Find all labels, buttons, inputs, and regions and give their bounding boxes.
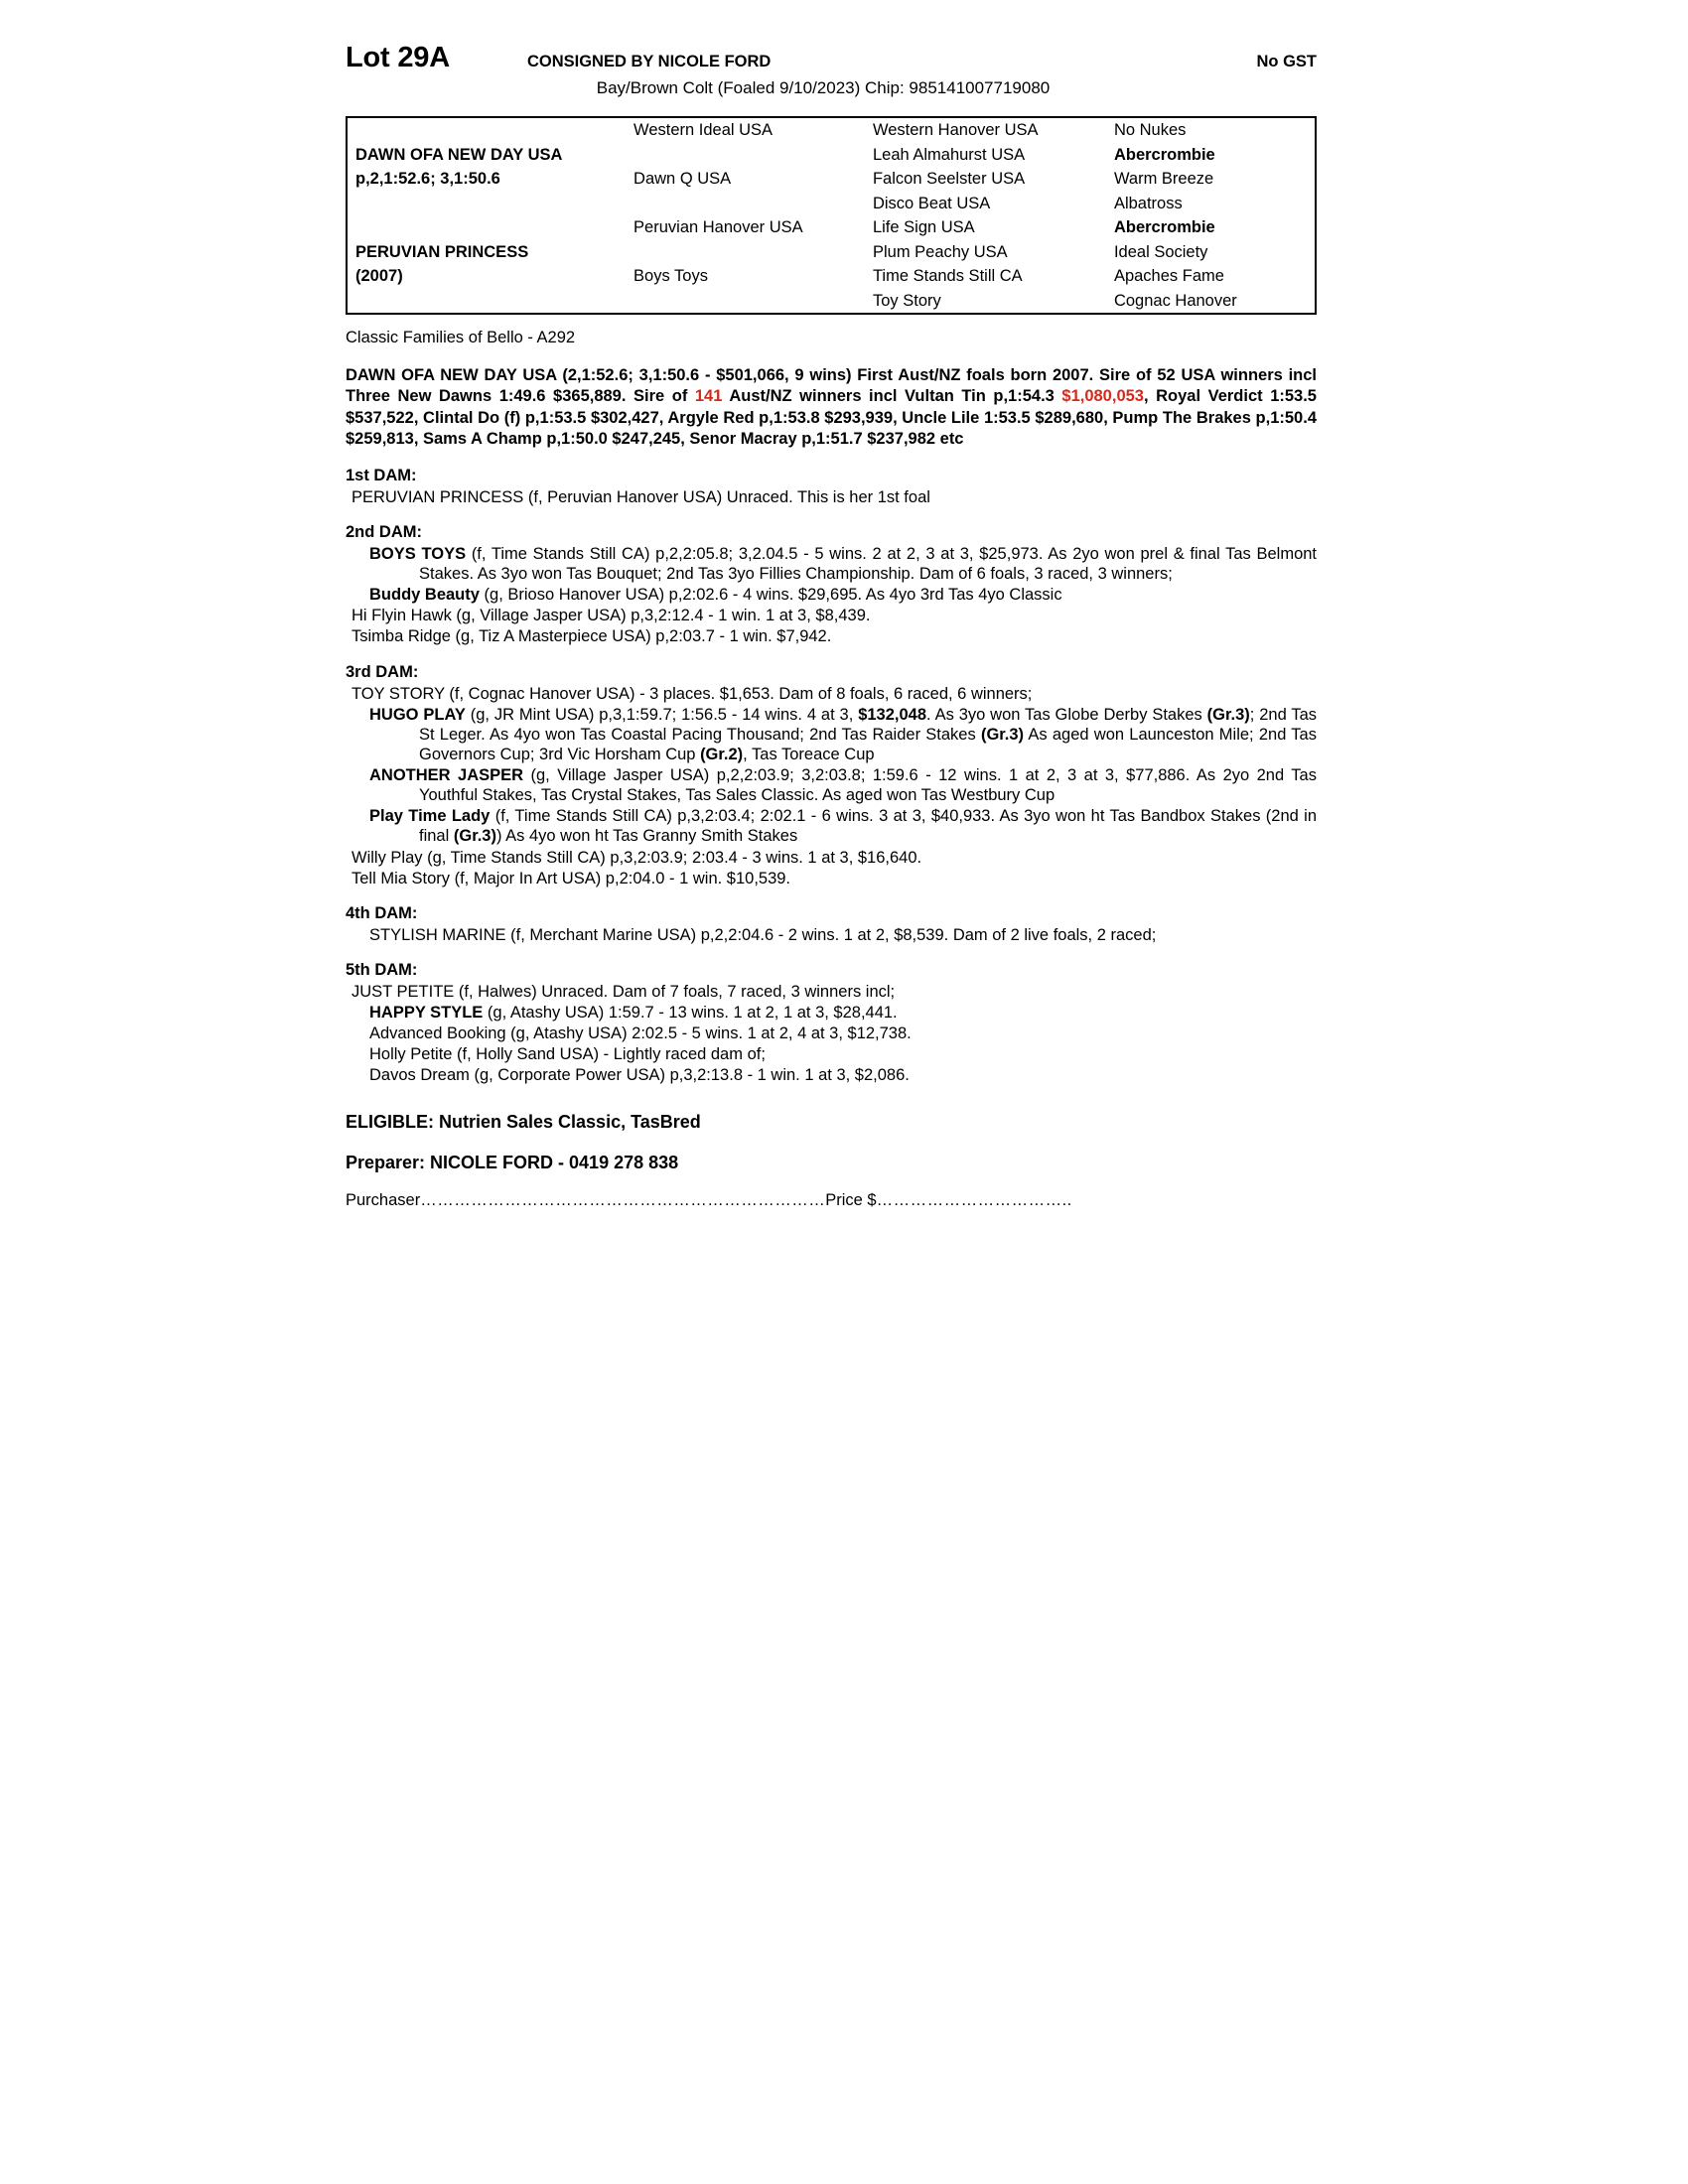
entry-details: Tell Mia Story (f, Major In Art USA) p,2:04.0 - 1 win. $10,539. bbox=[352, 869, 791, 887]
pedigree-cell-gen3: Time Stands Still CA bbox=[872, 267, 1023, 285]
eligible-line: ELIGIBLE: Nutrien Sales Classic, TasBred bbox=[346, 1111, 701, 1132]
dam-heading: 2nd DAM: bbox=[346, 522, 422, 541]
entry-details: STYLISH MARINE (f, Merchant Marine USA) p,2,2:04.6 - 2 wins. 1 at 2, $8,539. Dam of 2 live foals, 2 raced; bbox=[369, 925, 1157, 944]
pedigree-cell-gen1: p,2,1:52.6; 3,1:50.6 bbox=[355, 170, 500, 188]
pedigree-entry bbox=[346, 806, 1317, 846]
pedigree-cell-gen1 bbox=[348, 192, 626, 216]
pedigree-cell-gen4: Apaches Fame bbox=[1113, 267, 1224, 285]
pedigree-cell-gen2 bbox=[626, 192, 865, 216]
dam-sections bbox=[346, 467, 1317, 1086]
lot-number: Lot 29A bbox=[346, 42, 450, 73]
entry-name: BOYS TOYS bbox=[369, 544, 467, 563]
pedigree-entry bbox=[346, 626, 1317, 646]
pedigree-cell-gen1: DAWN OFA NEW DAY USA bbox=[355, 145, 563, 164]
pedigree-entry bbox=[346, 487, 1317, 507]
pedigree-cell-gen4: Abercrombie bbox=[1113, 145, 1215, 164]
pedigree-row bbox=[348, 264, 1315, 289]
pedigree-table bbox=[348, 118, 1315, 313]
pedigree-entry bbox=[346, 925, 1317, 945]
family-line: Classic Families of Bello - A292 bbox=[346, 329, 576, 346]
entry-details: Davos Dream (g, Corporate Power USA) p,3,2:13.8 - 1 win. 1 at 3, $2,086. bbox=[369, 1066, 910, 1085]
pedigree-cell-gen4: No Nukes bbox=[1113, 121, 1187, 139]
pedigree-entry bbox=[346, 1065, 1317, 1085]
pedigree-cell-gen2 bbox=[626, 240, 865, 265]
pedigree-row bbox=[348, 289, 1315, 314]
pedigree-cell-gen3: Leah Almahurst USA bbox=[872, 145, 1026, 164]
pedigree-entry bbox=[346, 684, 1317, 704]
pedigree-cell-gen4: Ideal Society bbox=[1113, 242, 1208, 261]
pedigree-cell-gen3: Toy Story bbox=[872, 291, 941, 310]
pedigree-table-wrapper bbox=[346, 116, 1317, 315]
entry-details: JUST PETITE (f, Halwes) Unraced. Dam of 7 foals, 7 raced, 3 winners incl; bbox=[352, 982, 896, 1001]
pedigree-row bbox=[348, 240, 1315, 265]
pedigree-cell-gen4: Abercrombie bbox=[1113, 218, 1215, 236]
pedigree-cell-gen2: Dawn Q USA bbox=[633, 170, 732, 188]
pedigree-cell-gen1: PERUVIAN PRINCESS bbox=[355, 242, 529, 261]
entry-name: Buddy Beauty bbox=[369, 586, 480, 605]
preparer-line: Preparer: NICOLE FORD - 0419 278 838 bbox=[346, 1152, 679, 1172]
pedigree-entry bbox=[346, 869, 1317, 888]
sire-text-part3: , Royal Verdict 1:53.5 $537,522, Clintal Do (f) p,1:53.5 $302,427, Argyle Red p,1:53.8 $293,939, Uncle Lile 1:53.5 $289,680, Pump The Brakes p,1:50.4 $259,813, Sams A Champ p,1:50.0 $247,245, Senor Macray p,1:51.7 $237,982 etc bbox=[346, 387, 1317, 449]
animal-description: Bay/Brown Colt (Foaled 9/10/2023) Chip: 985141007719080 bbox=[596, 78, 1051, 97]
dam-heading: 5th DAM: bbox=[346, 960, 418, 979]
sire-performance-block bbox=[346, 365, 1317, 451]
pedigree-cell-gen2: Peruvian Hanover USA bbox=[633, 218, 803, 236]
pedigree-cell-gen2: Boys Toys bbox=[633, 267, 708, 285]
pedigree-entry bbox=[346, 1044, 1317, 1064]
pedigree-entry bbox=[346, 1003, 1317, 1023]
purchaser-label: Purchaser bbox=[346, 1190, 421, 1209]
catalogue-sheet bbox=[346, 42, 1317, 1210]
entry-name: Play Time Lady bbox=[369, 807, 491, 826]
pedigree-cell-gen2 bbox=[626, 289, 865, 314]
entry-details: Hi Flyin Hawk (g, Village Jasper USA) p,3,2:12.4 - 1 win. 1 at 3, $8,439. bbox=[352, 607, 871, 625]
dam-heading: 3rd DAM: bbox=[346, 662, 419, 681]
pedigree-cell-gen1: (2007) bbox=[355, 267, 403, 285]
price-label: Price $ bbox=[825, 1190, 877, 1209]
pedigree-row bbox=[348, 192, 1315, 216]
entry-details: Willy Play (g, Time Stands Still CA) p,3,2:03.9; 2:03.4 - 3 wins. 1 at 3, $16,640. bbox=[352, 848, 922, 867]
pedigree-cell-gen2 bbox=[626, 143, 865, 168]
entry-details: Advanced Booking (g, Atashy USA) 2:02.5 - 5 wins. 1 at 2, 4 at 3, $12,738. bbox=[369, 1024, 912, 1043]
pedigree-entry bbox=[346, 765, 1317, 805]
sire-text-part1: DAWN OFA NEW DAY USA (2,1:52.6; 3,1:50.6 - $501,066, 9 wins) First Aust/NZ foals born 2007. Sire of 52 USA winners incl Three New Dawns 1:49.6 $365,889. Sire of bbox=[346, 366, 1317, 406]
pedigree-entry bbox=[346, 1024, 1317, 1043]
pedigree-cell-gen1 bbox=[348, 215, 626, 240]
entry-details: (f, Time Stands Still CA) p,3,2:03.4; 2:02.1 - 6 wins. 3 at 3, $40,933. As 3yo won ht Tas Bandbox Stakes (2nd in final (Gr.3)) As 4yo won ht Tas Granny Smith Stakes bbox=[419, 807, 1318, 846]
pedigree-cell-gen4: Warm Breeze bbox=[1113, 170, 1214, 188]
price-dots: …………………………….. bbox=[876, 1190, 1072, 1209]
sire-text-part2: Aust/NZ winners incl Vultan Tin p,1:54.3 bbox=[722, 387, 1062, 406]
pedigree-cell-gen1 bbox=[348, 118, 626, 143]
pedigree-entry bbox=[346, 544, 1317, 584]
entry-details: (f, Time Stands Still CA) p,2,2:05.8; 3,2.04.5 - 5 wins. 2 at 2, 3 at 3, $25,973. As 2yo won prel & final Tas Belmont Stakes. As 3yo won Tas Bouquet; 2nd Tas 3yo Fillies Championship. Dam of 6 foals, 3 raced, 3 winners; bbox=[419, 544, 1318, 583]
entry-details: (g, Brioso Hanover USA) p,2:02.6 - 4 wins. $29,695. As 4yo 3rd Tas 4yo Classic bbox=[479, 586, 1062, 605]
purchaser-line bbox=[346, 1191, 1317, 1210]
entry-name: ANOTHER JASPER bbox=[369, 766, 524, 784]
pedigree-entry bbox=[346, 606, 1317, 625]
pedigree-entry bbox=[346, 982, 1317, 1002]
entry-details: (g, JR Mint USA) p,3,1:59.7; 1:56.5 - 14 wins. 4 at 3, $132,048. As 3yo won Tas Globe Derby Stakes (Gr.3); 2nd Tas St Leger. As 4yo won Tas Coastal Pacing Thousand; 2nd Tas Raider Stakes (Gr.3) As aged won Launceston Mile; 2nd Tas Governors Cup; 3rd Vic Horsham Cup (Gr.2), Tas Toreace Cup bbox=[419, 705, 1318, 763]
entry-details: PERUVIAN PRINCESS (f, Peruvian Hanover USA) Unraced. This is her 1st foal bbox=[352, 487, 930, 506]
entry-details: (g, Atashy USA) 1:59.7 - 13 wins. 1 at 2, 1 at 3, $28,441. bbox=[483, 1004, 898, 1022]
sire-highlight-earnings: $1,080,053 bbox=[1061, 387, 1144, 406]
dam-heading: 4th DAM: bbox=[346, 903, 418, 922]
pedigree-row bbox=[348, 118, 1315, 143]
pedigree-cell-gen3: Disco Beat USA bbox=[872, 194, 991, 212]
consignor-label: CONSIGNED BY NICOLE FORD bbox=[526, 53, 772, 70]
pedigree-cell-gen3: Falcon Seelster USA bbox=[872, 170, 1026, 188]
entry-details: (g, Village Jasper USA) p,2,2:03.9; 3,2:03.8; 1:59.6 - 12 wins. 1 at 2, 3 at 3, $77,886. As 2yo 2nd Tas Youthful Stakes, Tas Crystal Stakes, Tas Sales Classic. As aged won Tas Westbury Cup bbox=[419, 766, 1317, 805]
dam-heading: 1st DAM: bbox=[346, 466, 417, 484]
pedigree-entry bbox=[346, 585, 1317, 605]
entry-name: HAPPY STYLE bbox=[369, 1004, 484, 1022]
pedigree-cell-gen1 bbox=[348, 289, 626, 314]
entry-details: TOY STORY (f, Cognac Hanover USA) - 3 places. $1,653. Dam of 8 foals, 6 raced, 6 winners; bbox=[352, 684, 1033, 703]
sire-highlight-winners: 141 bbox=[694, 387, 723, 406]
pedigree-row bbox=[348, 143, 1315, 168]
pedigree-cell-gen3: Western Hanover USA bbox=[872, 121, 1039, 139]
entry-details: Tsimba Ridge (g, Tiz A Masterpiece USA) p,2:03.7 - 1 win. $7,942. bbox=[352, 627, 832, 646]
pedigree-row bbox=[348, 167, 1315, 192]
pedigree-entry bbox=[346, 705, 1317, 764]
pedigree-cell-gen4: Albatross bbox=[1113, 194, 1183, 212]
pedigree-cell-gen3: Life Sign USA bbox=[872, 218, 975, 236]
header-row bbox=[346, 42, 1317, 74]
pedigree-entry bbox=[346, 848, 1317, 868]
pedigree-cell-gen2: Western Ideal USA bbox=[633, 121, 774, 139]
entry-details: Holly Petite (f, Holly Sand USA) - Lightly raced dam of; bbox=[369, 1045, 766, 1064]
pedigree-cell-gen4: Cognac Hanover bbox=[1113, 291, 1237, 310]
entry-name: HUGO PLAY bbox=[369, 705, 466, 724]
pedigree-row bbox=[348, 215, 1315, 240]
pedigree-cell-gen3: Plum Peachy USA bbox=[872, 242, 1008, 261]
purchaser-dots: ……………………………………………………………… bbox=[420, 1190, 826, 1209]
gst-label: No GST bbox=[1256, 53, 1317, 70]
